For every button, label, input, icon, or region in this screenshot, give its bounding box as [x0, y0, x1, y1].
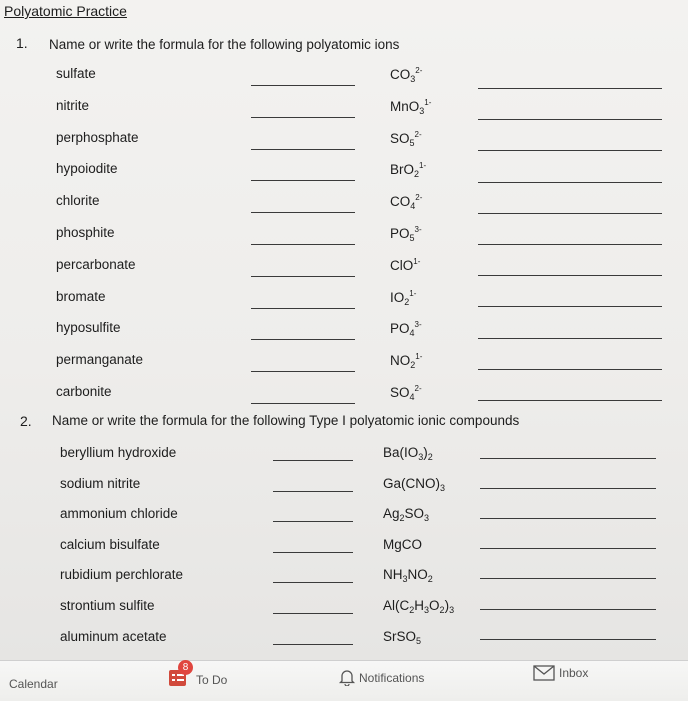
ion-row — [0, 257, 688, 279]
formula-charge: 1- — [419, 161, 427, 171]
compound-formula — [383, 506, 429, 523]
formula-base: IO — [390, 289, 405, 305]
question-2-prompt: Name or write the formula for the following Type I polyatomic ionic compounds — [52, 413, 520, 428]
ion-name: carbonite — [56, 384, 112, 399]
formula-charge: 2- — [415, 66, 423, 75]
answer-blank-formula[interactable] — [478, 119, 662, 120]
ion-formula — [390, 98, 431, 116]
formula-subscript: 2 — [427, 574, 433, 585]
ion-name: phosphite — [56, 225, 115, 240]
answer-blank-name[interactable] — [273, 460, 353, 461]
compound-formula — [383, 567, 433, 584]
answer-blank-name[interactable] — [251, 85, 355, 86]
answer-blank-formula[interactable] — [478, 338, 662, 339]
ion-formula — [390, 289, 416, 307]
answer-blank-name[interactable] — [251, 276, 355, 277]
question-2-number: 2. — [20, 413, 32, 429]
answer-blank-formula[interactable] — [478, 275, 662, 276]
formula-subscript: 2 — [399, 513, 405, 524]
formula-subscript: 2 — [409, 605, 415, 615]
compound-row — [0, 537, 688, 559]
answer-blank-name[interactable] — [251, 244, 355, 245]
formula-charge: 3- — [414, 225, 422, 234]
formula-charge: 1- — [409, 288, 417, 298]
formula-part: H — [414, 598, 425, 613]
formula-subscript: 5 — [416, 635, 422, 646]
formula-subscript: 4 — [409, 328, 415, 339]
formula-subscript: 5 — [409, 137, 415, 148]
bell-icon[interactable] — [338, 668, 356, 691]
tab-todo[interactable]: To Do — [196, 673, 228, 687]
compound-row — [0, 476, 688, 498]
answer-blank-formula[interactable] — [478, 244, 662, 245]
formula-base: CO — [390, 194, 411, 210]
answer-blank-name[interactable] — [273, 613, 353, 614]
formula-part: Al(C — [383, 598, 410, 613]
ion-row — [0, 98, 688, 120]
ion-name: hypoiodite — [56, 161, 118, 177]
answer-blank-name[interactable] — [273, 582, 353, 583]
todo-count-badge: 8 — [178, 660, 193, 675]
formula-charge: 2- — [414, 129, 422, 139]
formula-charge: 1- — [413, 256, 421, 266]
formula-subscript: 3 — [402, 574, 408, 585]
answer-blank-formula[interactable] — [480, 488, 656, 489]
formula-subscript: 2 — [427, 452, 433, 462]
answer-blank-formula[interactable] — [480, 518, 656, 519]
ion-name: percarbonate — [56, 256, 136, 272]
compound-row — [0, 629, 688, 651]
envelope-icon[interactable] — [533, 665, 555, 686]
answer-blank-formula[interactable] — [478, 400, 662, 401]
compound-row — [0, 445, 688, 467]
formula-subscript: 2 — [439, 605, 445, 615]
ion-name: nitrite — [56, 97, 90, 113]
compound-name: rubidium perchlorate — [60, 567, 184, 583]
formula-subscript: 3 — [424, 513, 430, 524]
formula-subscript: 2 — [414, 169, 420, 180]
compound-row — [0, 598, 688, 620]
formula-charge: 3- — [414, 320, 422, 330]
bottom-tab-bar — [0, 660, 688, 701]
formula-subscript: 3 — [449, 605, 455, 615]
answer-blank-name[interactable] — [251, 180, 355, 181]
ion-row — [0, 66, 688, 88]
worksheet-title: Polyatomic Practice — [4, 3, 127, 19]
compound-row — [0, 506, 688, 528]
answer-blank-formula[interactable] — [478, 88, 662, 89]
formula-base: NO — [390, 353, 411, 369]
formula-base: BrO — [390, 162, 415, 178]
formula-part: SrSO — [383, 628, 417, 644]
answer-blank-formula[interactable] — [478, 369, 662, 370]
answer-blank-name[interactable] — [273, 552, 353, 553]
formula-subscript: 4 — [410, 201, 416, 212]
formula-base: ClO — [390, 257, 414, 273]
compound-formula — [383, 629, 421, 646]
formula-charge: 1- — [415, 352, 423, 362]
formula-subscript: 2 — [410, 360, 416, 371]
compound-name: beryllium hydroxide — [60, 445, 177, 460]
compound-name: strontium sulfite — [60, 598, 155, 613]
formula-base: PO — [390, 321, 410, 337]
formula-subscript: 2 — [404, 296, 410, 307]
ion-formula — [390, 225, 422, 243]
ion-name: sulfate — [56, 66, 96, 81]
ion-row — [0, 161, 688, 183]
formula-subscript: 5 — [409, 233, 415, 243]
ion-name: permanganate — [56, 352, 144, 368]
formula-charge: 1- — [424, 97, 432, 107]
answer-blank-formula[interactable] — [480, 458, 656, 459]
answer-blank-name[interactable] — [251, 149, 355, 150]
formula-subscript: 3 — [418, 452, 424, 462]
ion-row — [0, 320, 688, 342]
formula-charge: 2- — [414, 384, 422, 393]
answer-blank-formula[interactable] — [478, 182, 662, 183]
formula-base: CO — [390, 67, 411, 82]
ion-name: perphosphate — [56, 129, 139, 145]
formula-subscript: 3 — [419, 105, 425, 116]
answer-blank-name[interactable] — [251, 339, 355, 340]
ion-row — [0, 130, 688, 152]
compound-formula — [383, 476, 445, 493]
answer-blank-formula[interactable] — [478, 150, 662, 151]
ion-row — [0, 289, 688, 311]
ion-formula — [390, 257, 420, 273]
question-1-number: 1. — [16, 35, 28, 51]
compound-name: ammonium chloride — [60, 506, 178, 522]
answer-blank-name[interactable] — [251, 371, 355, 372]
formula-subscript: 3 — [440, 482, 446, 493]
ion-name: bromate — [56, 288, 106, 304]
ion-formula — [390, 384, 422, 402]
formula-base: MnO — [390, 98, 420, 114]
formula-part: ) — [444, 598, 450, 613]
answer-blank-name[interactable] — [273, 644, 353, 645]
ion-formula — [390, 320, 422, 338]
compound-formula — [383, 445, 433, 462]
ion-formula — [390, 352, 422, 370]
formula-subscript: 3 — [410, 74, 416, 84]
ion-formula — [390, 161, 426, 179]
tab-inbox[interactable]: Inbox — [559, 666, 589, 680]
formula-part: MgCO — [383, 536, 423, 552]
formula-charge: 2- — [415, 193, 423, 203]
answer-blank-name[interactable] — [251, 308, 355, 309]
formula-part: NO — [407, 567, 428, 583]
formula-subscript: 3 — [424, 605, 430, 615]
compound-formula — [383, 598, 454, 615]
formula-subscript: 4 — [409, 392, 415, 402]
tab-notifications[interactable]: Notifications — [359, 671, 425, 685]
answer-blank-formula[interactable] — [480, 609, 656, 610]
ion-name: hyposulfite — [56, 320, 121, 336]
answer-blank-formula[interactable] — [480, 578, 656, 579]
answer-blank-name[interactable] — [273, 491, 353, 492]
answer-blank-formula[interactable] — [480, 548, 656, 549]
formula-part: Ba(IO — [383, 445, 419, 460]
compound-row — [0, 567, 688, 589]
answer-blank-formula[interactable] — [478, 213, 662, 214]
tab-calendar[interactable]: Calendar — [9, 677, 58, 691]
formula-part: Ag — [383, 506, 400, 522]
formula-base: PO — [390, 226, 410, 241]
formula-part: ) — [423, 445, 428, 460]
formula-part: SO — [404, 506, 425, 522]
ion-formula — [390, 193, 422, 211]
answer-blank-formula[interactable] — [480, 639, 656, 640]
formula-part: Ga(CNO) — [383, 475, 440, 491]
answer-blank-name[interactable] — [251, 117, 355, 118]
ion-row — [0, 384, 688, 406]
formula-part: NH — [383, 567, 403, 583]
compound-name: aluminum acetate — [60, 628, 167, 644]
formula-base: SO — [390, 385, 410, 400]
ion-row — [0, 193, 688, 215]
compound-formula — [383, 537, 422, 552]
question-1-prompt: Name or write the formula for the following polyatomic ions — [49, 37, 400, 52]
ion-formula — [390, 66, 422, 84]
formula-base: SO — [390, 130, 410, 146]
answer-blank-name[interactable] — [251, 403, 355, 404]
compound-name: calcium bisulfate — [60, 536, 160, 552]
answer-blank-name[interactable] — [273, 521, 353, 522]
ion-formula — [390, 130, 422, 148]
ion-name: chlorite — [56, 193, 100, 209]
ion-row — [0, 352, 688, 374]
answer-blank-name[interactable] — [251, 212, 355, 213]
formula-part: O — [429, 598, 440, 613]
ion-row — [0, 225, 688, 247]
compound-name: sodium nitrite — [60, 475, 141, 491]
answer-blank-formula[interactable] — [478, 306, 662, 307]
